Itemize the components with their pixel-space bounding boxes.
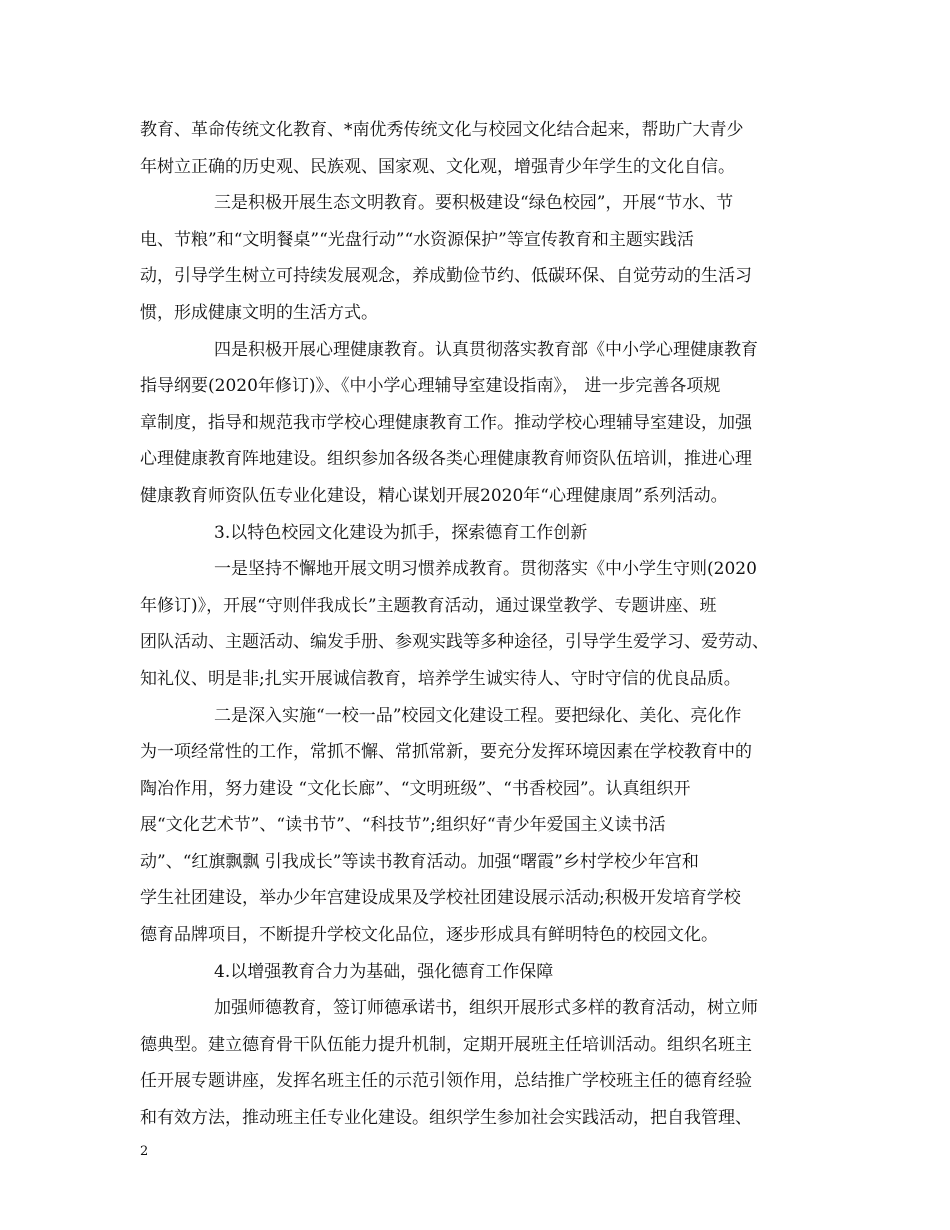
text-line: 德育品牌项目，不断提升学校文化品位，逐步形成具有鲜明特色的校园文化。 <box>140 925 718 946</box>
text-line: 一是坚持不懈地开展文明习惯养成教育。贯彻落实《中小学生守则(2020 <box>214 559 757 580</box>
text-line: 三是积极开展生态文明教育。要积极建设“绿色校园”，开展“节水、节 <box>214 193 734 214</box>
text-line: 教育、革命传统文化教育、*南优秀传统文化与校园文化结合起来，帮助广大青少 <box>140 120 744 140</box>
text-line: 年修订)》，开展“守则伴我成长”主题教育活动，通过课堂教学、专题讲座、班 <box>140 595 717 616</box>
text-line: 知礼仪、明是非;扎实开展诚信教育，培养学生诚实待人、守时守信的优良品质。 <box>140 668 741 689</box>
text-line: 3.以特色校园文化建设为抓手，探索德育工作创新 <box>214 522 588 543</box>
text-line: 德典型。建立德育骨干队伍能力提升机制，定期开展班主任培训活动。组织名班主 <box>140 1034 752 1055</box>
text-line: 4.以增强教育合力为基础，强化德育工作保障 <box>214 961 554 982</box>
text-line: 四是积极开展心理健康教育。认真贯彻落实教育部《中小学心理健康教育 <box>214 339 758 360</box>
text-line: 动，引导学生树立可持续发展观念，养成勤俭节约、低碳环保、自觉劳动的生活习 <box>140 266 752 287</box>
text-line: 年树立正确的历史观、民族观、国家观、文化观，增强青少年学生的文化自信。 <box>140 156 735 177</box>
text-line: 动”、“红旗飘飘 引我成长”等读书教育活动。加强“曙霞”乡村学校少年宫和 <box>140 851 699 872</box>
text-line: 指导纲要(2020年修订)》、《中小学心理辅导室建设指南》， 进一步完善各项规 <box>140 376 721 397</box>
text-line: 陶冶作用，努力建设 “文化长廊”、“文明班级”、“书香校园”。认真组织开 <box>140 778 691 799</box>
text-line: 加强师德教育，签订师德承诺书，组织开展形式多样的教育活动，树立师 <box>214 998 758 1019</box>
text-line: 健康教育师资队伍专业化建设，精心谋划开展2020年“心理健康周”系列活动。 <box>140 485 728 506</box>
text-line: 章制度，指导和规范我市学校心理健康教育工作。推动学校心理辅导室建设，加强 <box>140 412 752 433</box>
document-body <box>140 112 820 1137</box>
text-line: 心理健康教育阵地建设。组织参加各级各类心理健康教育师资队伍培训，推进心理 <box>140 449 752 470</box>
text-line: 电、节粮”和“文明餐桌”“光盘行动”“水资源保护”等宣传教育和主题实践活 <box>140 229 694 250</box>
text-line: 为一项经常性的工作，常抓不懈、常抓常新，要充分发挥环境因素在学校教育中的 <box>140 742 752 763</box>
text-line: 和有效方法，推动班主任专业化建设。组织学生参加社会实践活动，把自我管理、 <box>140 1108 752 1129</box>
text-line: 任开展专题讲座，发挥名班主任的示范引领作用，总结推广学校班主任的德育经验 <box>140 1071 752 1092</box>
text-line: 学生社团建设，举办少年宫建设成果及学校社团建设展示活动;积极开发培育学校 <box>140 888 741 909</box>
text-line: 二是深入实施“一校一品”校园文化建设工程。要把绿化、美化、亮化作 <box>214 705 742 726</box>
text-line: 团队活动、主题活动、编发手册、参观实践等多种途径，引导学生爱学习、爱劳动、 <box>140 632 769 653</box>
text-line: 展“文化艺术节”、“读书节”、“科技节”;组织好“青少年爱国主义读书活 <box>140 815 666 836</box>
page-number: 2 <box>140 1144 149 1159</box>
text-line: 惯，形成健康文明的生活方式。 <box>140 302 378 323</box>
